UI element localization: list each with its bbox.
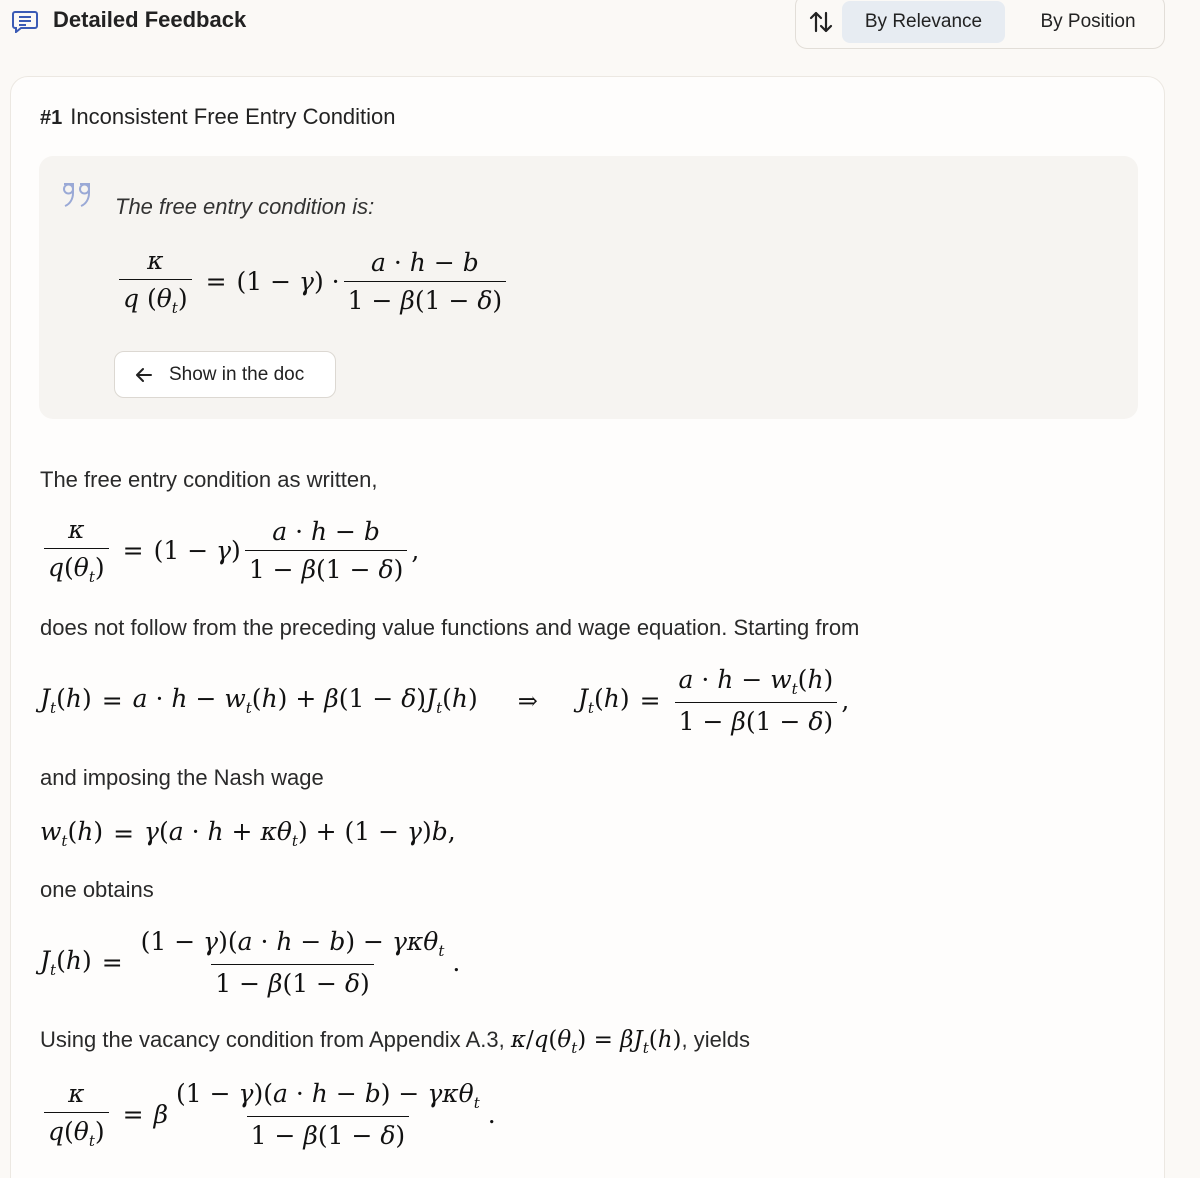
sort-by-position-button[interactable]: By Position — [1040, 11, 1136, 32]
body-paragraph: does not follow from the preceding value functions and wage equation. Starting from — [40, 615, 860, 640]
sort-toggle — [795, 0, 1165, 49]
show-in-doc-button[interactable] — [114, 351, 336, 398]
sort-by-relevance-button[interactable]: By Relevance — [842, 1, 1005, 43]
quote-formula: $\frac{\kappa}{q (\theta_t)}$ = (1 − γ) · $\frac{a \cdot h - b}{1 - \beta(1 - \delta)}$ — [115, 246, 510, 317]
arrow-left-icon — [134, 365, 154, 385]
equation-nash-wage: $w_t(h)$ = $\gamma(a \cdot h + \kappa\theta_t) + (1 - \gamma)b$, — [40, 817, 456, 850]
equation-result: $\frac{\kappa}{q(\theta_t)}$ = β $\frac{(1 - \gamma)(a \cdot h - b) - \gamma\kappa\theta_t}{1 - \beta(1 - \delta)}$ . — [40, 1079, 496, 1150]
quoted-excerpt — [39, 156, 1138, 419]
body-paragraph: and imposing the Nash wage — [40, 765, 324, 790]
equation-obtained-value: $J_t(h)$ = $\frac{(1 - \gamma)(a \cdot h - b) - \gamma\kappa\theta_t}{1 - \beta(1 - \delta)}$ . — [40, 927, 461, 998]
equation-free-entry: $\frac{\kappa}{q(\theta_t)}$ = (1 − γ) $\frac{a \cdot h - b}{1 - \beta(1 - \delta)}$ , — [40, 515, 419, 586]
body-text: , yields — [681, 1027, 751, 1052]
issue-title-row — [40, 104, 396, 130]
page-title: Detailed Feedback — [53, 7, 247, 32]
sort-arrows-icon[interactable] — [808, 9, 834, 35]
equation-value-function: $J_t(h)$ = $a \cdot h - w_t(h) + \beta(1 - \delta)J_t(h)$ ⇒ $J_t(h)$ = $\frac{a \cdot h - w_t(h)}{1 - \beta(1 - \delta)}$ , — [40, 665, 850, 736]
header — [0, 0, 1200, 48]
feedback-list-icon — [12, 9, 38, 33]
issue-title: Inconsistent Free Entry Condition — [70, 104, 396, 129]
feedback-card — [10, 76, 1165, 1178]
body-paragraph: The free entry condition as written, — [40, 467, 378, 492]
quote-text: The free entry condition is: — [115, 194, 375, 219]
body-paragraph: one obtains — [40, 877, 154, 902]
body-text: Using the vacancy condition from Appendix A.3, — [40, 1027, 511, 1052]
quote-icon — [61, 178, 95, 212]
body-paragraph — [40, 1027, 750, 1057]
show-in-doc-label: Show in the doc — [169, 363, 305, 385]
inline-vacancy-condition: $\kappa/q(\theta_t) = \beta J_t(h)$ — [510, 1027, 682, 1057]
issue-number: #1 — [40, 107, 63, 129]
